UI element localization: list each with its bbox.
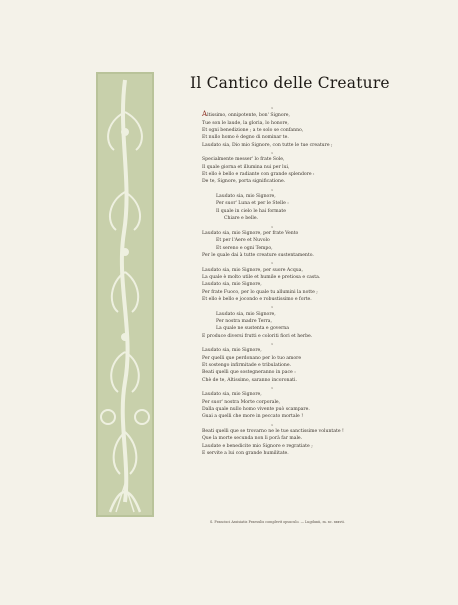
stanza-divider: ı	[271, 385, 273, 391]
stanza-divider: ı	[271, 186, 273, 192]
poem-line: Et sereno e ogni Tempo,	[216, 245, 273, 251]
poem-line: La quale ne sustenta e governa	[216, 326, 290, 332]
poem-line: Specialmente messer' lo frate Sole,	[202, 157, 285, 163]
poem-line: Per frate Fuoco, per lo quale tu allumini la notte ;	[202, 289, 318, 295]
poem-line: Beati quelli que se trovarno ne le tue sanctissime voluntate !	[202, 429, 344, 435]
poem-line: Tue son le laude, la gloria, lo honore,	[202, 120, 289, 126]
poem-line: Et sostengo infirmitade e tribulatione.	[202, 363, 292, 369]
poem-line: Laudato sia, mio Signore,	[202, 282, 262, 288]
poem-line: Laudate e benedicite mio Signore e regratiate ;	[202, 443, 313, 449]
stanza-divider: ı	[271, 150, 273, 156]
poem-line: Laudato sia, mio Signore,	[216, 311, 276, 317]
stanza-divider: ı	[271, 105, 273, 110]
poem-line: Laudato sia, Dio mio Signore, con tutte le tue creature ;	[202, 142, 333, 148]
poem-line: Per suor' Luna et per le Stelle :	[216, 201, 289, 207]
poem-line: Altissimo, onnipotente, bon' Signore,	[202, 110, 290, 119]
poem-line: Chiare e belle.	[224, 216, 259, 222]
colophon: S. Francisci Assisiatis Praesulis complevit opusculo. — Lugdunii, m. xc. xxxvii.	[210, 520, 345, 524]
poem-line: Il quale giorna et illumina nui per lui,	[202, 164, 290, 170]
poem-line: Il quale in cielo le hai formate	[216, 208, 286, 214]
floral-woodcut-border	[96, 72, 154, 517]
poem-line: Guai a quelli che more in peccato mortale !	[202, 414, 304, 420]
stanza-7	[202, 347, 402, 384]
poem-line: Et per l'Aere et Nuvolo	[216, 238, 270, 244]
stanza-5	[202, 267, 402, 304]
poem-line: De te, Signore, porta significatione.	[202, 179, 286, 185]
stanza-8	[202, 391, 402, 420]
poem-line: Per nostra madre Terra,	[216, 318, 273, 324]
poem-body	[202, 104, 402, 458]
poem-line: Et nullo homo è degno di nominar te.	[202, 135, 289, 141]
poem-line: Et ello è bello e jocondo e robustissimo e forte.	[202, 296, 312, 302]
poem-line: Laudato sia, mio Signore, per suore Acqua,	[202, 267, 303, 273]
stanza-2	[202, 156, 402, 185]
poem-line: La quale è molto utile et humile e pretiosa e casta.	[202, 274, 321, 280]
poem-line: Laudato sia, mio Signore,	[202, 392, 262, 398]
poem-line: Per suor' nostra Morte corporale,	[202, 399, 281, 405]
poem-line: Dalla quale nullo homo vivente può scampare.	[202, 407, 310, 413]
poem-line: Laudato sia, mio Signore, per frate Vento	[202, 230, 299, 236]
poem-line: Chè de te, Altissimo, saranno incoronati.	[202, 377, 297, 383]
poem-line: Beati quelli que sostegneranno in pace :	[202, 370, 296, 376]
stanza-4	[202, 230, 402, 259]
poem-line: Per le quale dai à tutte creature sustentamento.	[202, 252, 314, 258]
stanza-6	[202, 311, 402, 340]
stanza-divider: ı	[271, 421, 273, 427]
stanza-divider: ı	[271, 223, 273, 229]
poem-line: E produce diversi frutti e coloriti fiori et herbe.	[202, 333, 313, 339]
poem-line: Laudato sia, mio Signore,	[202, 348, 262, 354]
stanza-1	[202, 111, 402, 149]
stanza-9	[202, 428, 402, 457]
poem-line: E servite a lui con grande humilitate.	[202, 451, 289, 457]
stanza-divider: ı	[271, 260, 273, 266]
stanza-divider: ı	[271, 341, 273, 346]
poem-line: Que la morte secunda non li porà far male.	[202, 436, 303, 442]
page-title: Il Cantico delle Creature	[190, 74, 390, 92]
poem-line: Per quelli que perdonano per lo tuo amore	[202, 355, 302, 361]
poem-line: Et ello è bello e radiante con grande splendore :	[202, 172, 315, 178]
poem-line: Laudato sia, mio Signore,	[216, 194, 276, 200]
stanza-divider: ı	[271, 304, 273, 310]
poem-line: Et ogni benedizione ; a te solo se confanno,	[202, 128, 304, 134]
stanza-3	[202, 193, 402, 222]
